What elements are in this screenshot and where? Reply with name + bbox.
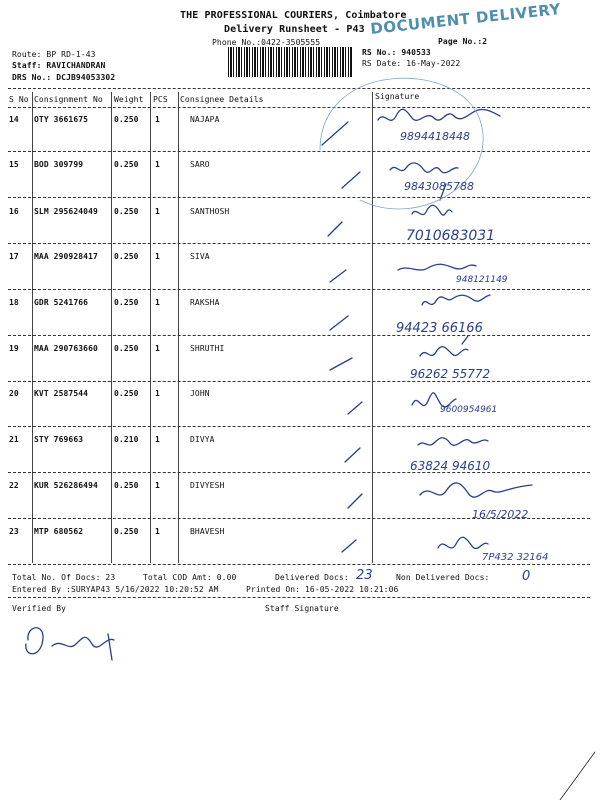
row-consignee: DIVYA xyxy=(190,435,215,444)
signature-phone: 94423 66166 xyxy=(396,321,483,336)
total-docs: Total No. Of Docs: 23 xyxy=(12,573,116,582)
row-sno: 19 xyxy=(9,344,19,353)
row-consignment: STY 769663 xyxy=(34,435,84,444)
row-pcs: 1 xyxy=(155,252,160,261)
row-consignee: SHRUTHI xyxy=(190,344,225,353)
row-pcs: 1 xyxy=(155,481,160,490)
row-pcs: 1 xyxy=(155,115,160,124)
signature-phone: 7P432 32164 xyxy=(482,552,549,563)
row-consignee: SANTHOSH xyxy=(190,207,230,216)
row-weight: 0.250 xyxy=(114,207,139,216)
row-consignment: KVT 2587544 xyxy=(34,389,89,398)
row-consignee: JOHN xyxy=(190,389,210,398)
row-sno: 15 xyxy=(9,160,19,169)
delivered-docs-value: 23 xyxy=(356,568,373,583)
row-consignee: BHAVESH xyxy=(190,527,225,536)
col-header-consignee: Consignee Details xyxy=(180,95,264,104)
tick-mark-icon xyxy=(322,122,348,145)
entered-by: Entered By :SURYAP43 5/16/2022 10:20:52 AM xyxy=(12,585,219,594)
row-consignee: SARO xyxy=(190,160,210,169)
tick-mark-icon xyxy=(342,540,356,552)
row-sno: 22 xyxy=(9,481,19,490)
signature-phone: 63824 94610 xyxy=(410,459,491,473)
row-consignment: MAA 290928417 xyxy=(34,252,98,261)
tick-mark-icon xyxy=(345,448,360,462)
row-weight: 0.250 xyxy=(114,344,139,353)
row-weight: 0.250 xyxy=(114,115,139,124)
row-pcs: 1 xyxy=(155,527,160,536)
signature-phone: 9894418448 xyxy=(400,130,470,143)
row-sno: 16 xyxy=(9,207,19,216)
signature-phone: 7010683031 xyxy=(406,228,496,244)
col-header-signature: Signature xyxy=(375,92,420,101)
row-weight: 0.250 xyxy=(114,481,139,490)
tick-mark-icon xyxy=(330,270,346,282)
row-consignee: RAKSHA xyxy=(190,298,220,307)
row-weight: 0.210 xyxy=(114,435,139,444)
row-pcs: 1 xyxy=(155,389,160,398)
runsheet-subtitle: Delivery Runsheet - P43 xyxy=(224,24,365,35)
non-delivered-docs-value: 0 xyxy=(522,569,531,584)
signature-phone: 96262 55772 xyxy=(410,367,491,381)
row-sno: 17 xyxy=(9,252,19,261)
phone-number: Phone No.:0422-3505555 xyxy=(212,38,321,47)
drs-number: DRS No.: DCJB94053302 xyxy=(12,73,116,82)
row-consignment: KUR 526286494 xyxy=(34,481,98,490)
document-delivery-stamp: DOCUMENT DELIVERY xyxy=(369,0,562,38)
row-consignment: BOD 309799 xyxy=(34,160,84,169)
row-consignment: MTP 680562 xyxy=(34,527,84,536)
footer-rule xyxy=(8,597,590,598)
verified-by-label: Verified By xyxy=(12,604,67,613)
row-weight: 0.250 xyxy=(114,298,139,307)
total-cod: Total COD Amt: 0.00 xyxy=(143,573,237,582)
signature-phone: 16/5/2022 xyxy=(472,508,529,521)
row-pcs: 1 xyxy=(155,435,160,444)
row-pcs: 1 xyxy=(155,207,160,216)
col-header-weight: Weight xyxy=(114,95,144,104)
row-pcs: 1 xyxy=(155,344,160,353)
rs-number: RS No.: 940533 xyxy=(362,48,431,57)
printed-on: Printed On: 16-05-2022 10:21:06 xyxy=(246,585,399,594)
company-title: THE PROFESSIONAL COURIERS, Coimbatore xyxy=(180,10,407,21)
row-consignee: NAJAPA xyxy=(190,115,220,124)
non-delivered-docs-label: Non Delivered Docs: xyxy=(396,573,490,582)
signature-phone: 948121149 xyxy=(456,275,508,285)
tick-mark-icon xyxy=(348,494,362,508)
row-weight: 0.250 xyxy=(114,527,139,536)
row-pcs: 1 xyxy=(155,160,160,169)
route-label: Route: BP RD-1-43 xyxy=(12,50,96,59)
row-pcs: 1 xyxy=(155,298,160,307)
row-sno: 14 xyxy=(9,115,19,124)
tick-mark-icon xyxy=(348,402,362,414)
rs-date: RS Date: 16-May-2022 xyxy=(362,59,461,68)
row-weight: 0.250 xyxy=(114,160,139,169)
signature-phone: 9843085788 xyxy=(404,180,474,193)
col-header-pcs: PCS xyxy=(153,95,168,104)
page-number: Page No.:2 xyxy=(438,37,488,46)
tick-mark-icon xyxy=(330,316,348,330)
row-weight: 0.250 xyxy=(114,389,139,398)
row-consignment: OTY 3661675 xyxy=(34,115,89,124)
delivered-docs-label: Delivered Docs: xyxy=(275,573,349,582)
col-header-consignment: Consignment No xyxy=(34,95,103,104)
row-sno: 20 xyxy=(9,389,19,398)
row-consignee: DIVYESH xyxy=(190,481,225,490)
col-header-sno: S No xyxy=(9,95,29,104)
row-sno: 23 xyxy=(9,527,19,536)
row-consignment: SLM 295624049 xyxy=(34,207,98,216)
row-consignment: MAA 290763660 xyxy=(34,344,98,353)
tick-mark-icon xyxy=(328,222,342,236)
row-sno: 18 xyxy=(9,298,19,307)
row-consignment: GDR 5241766 xyxy=(34,298,89,307)
signature-phone: 9600954961 xyxy=(440,405,498,415)
row-consignee: SIVA xyxy=(190,252,210,261)
tick-mark-icon xyxy=(342,172,360,188)
staff-label: Staff: RAVICHANDRAN xyxy=(12,61,106,70)
row-weight: 0.250 xyxy=(114,252,139,261)
tick-mark-icon xyxy=(330,358,352,370)
staff-signature-label: Staff Signature xyxy=(265,604,339,613)
row-sno: 21 xyxy=(9,435,19,444)
